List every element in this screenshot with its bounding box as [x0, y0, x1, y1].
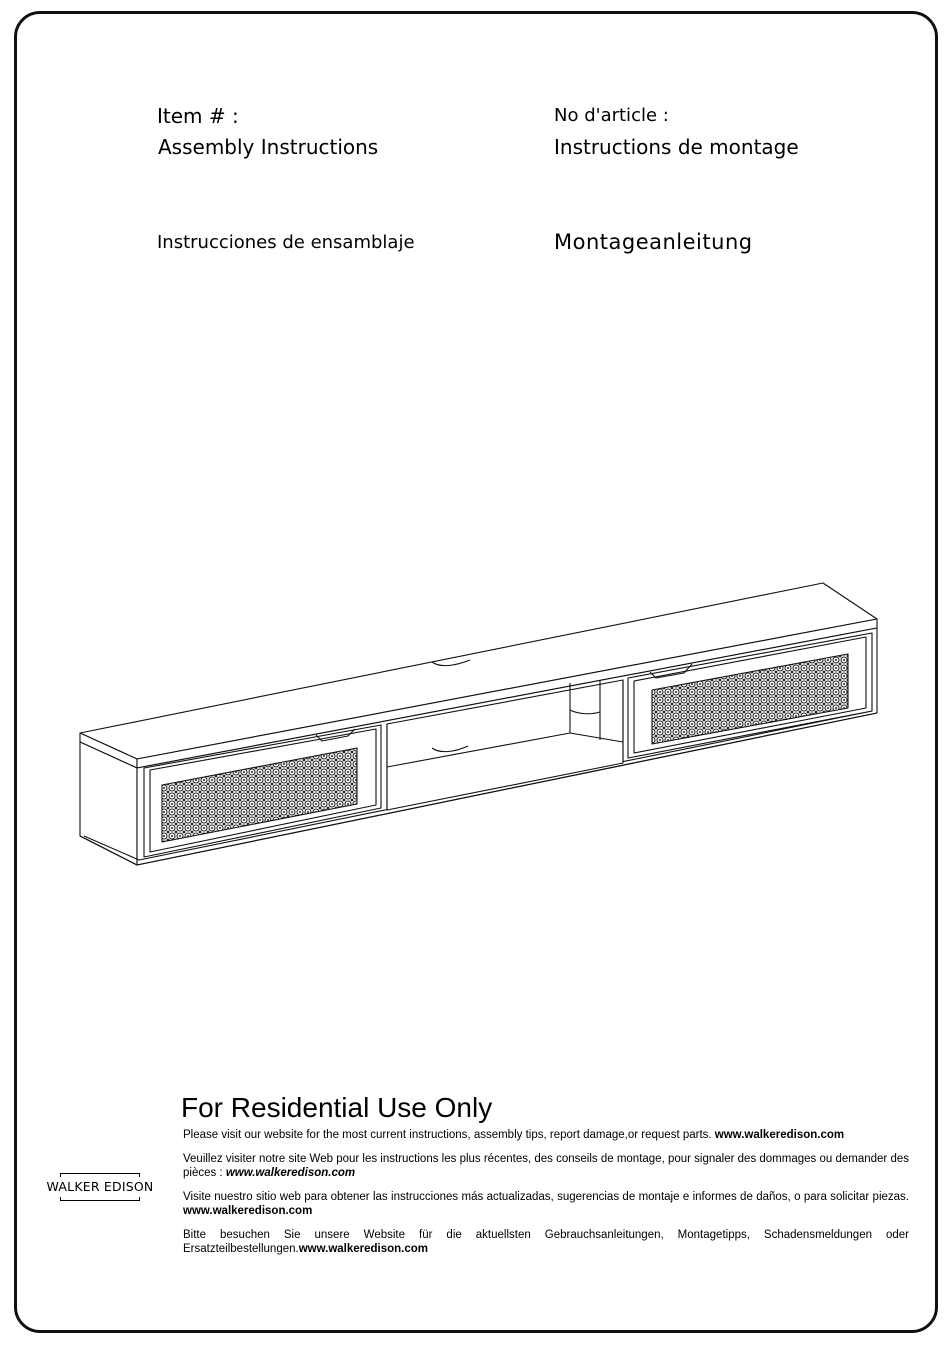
- note-en-text: Please visit our website for the most current instructions, assembly tips, report damage,or request parts.: [183, 1129, 715, 1141]
- website-link-es[interactable]: www.walkeredison.com: [183, 1205, 313, 1217]
- assembly-instructions-fr: Instructions de montage: [554, 135, 799, 159]
- logo-tick: [139, 1173, 140, 1177]
- logo-text: WALKER EDISON: [46, 1179, 154, 1194]
- tv-stand-drawing-icon: [70, 575, 890, 875]
- assembly-instructions-en: Assembly Instructions: [158, 135, 379, 159]
- note-de: [183, 1228, 909, 1256]
- note-fr-text: Veuillez visiter notre site Web pour les instructions les plus récentes, des conseils de montage, pour signaler des dommages ou demander des pièces :: [183, 1153, 909, 1179]
- logo-top-line: [60, 1173, 140, 1174]
- logo-bottom-line: [60, 1200, 140, 1201]
- item-number-label: Item # :: [157, 104, 239, 128]
- logo-tick: [139, 1197, 140, 1201]
- assembly-instructions-es: Instrucciones de ensamblaje: [157, 232, 415, 253]
- note-es: [183, 1190, 909, 1218]
- assembly-instructions-de: Montageanleitung: [554, 230, 753, 254]
- website-link-de[interactable]: www.walkeredison.com: [298, 1243, 429, 1255]
- note-es-text: Visite nuestro sitio web para obtener las instrucciones más actualizadas, sugerencias de montaje e informes de daños, o para solicitar piezas.: [183, 1191, 909, 1203]
- note-en: [183, 1128, 909, 1142]
- item-number-label-fr: No d'article :: [554, 105, 669, 126]
- note-de-text: Bitte besuchen Sie unsere Website für die aktuellsten Gebrauchsanleitungen, Montagetipps, Schadensmeldungen oder Ersatzteilbestellungen.: [183, 1229, 909, 1255]
- residential-use-heading: For Residential Use Only: [181, 1092, 493, 1123]
- website-link-en[interactable]: www.walkeredison.com: [714, 1129, 845, 1141]
- logo-tick: [60, 1173, 61, 1177]
- website-link-fr[interactable]: www.walkeredison.com: [225, 1167, 356, 1179]
- note-fr: [183, 1152, 909, 1180]
- logo-tick: [60, 1197, 61, 1201]
- walker-edison-logo: [40, 1170, 160, 1210]
- website-notes: [183, 1128, 909, 1266]
